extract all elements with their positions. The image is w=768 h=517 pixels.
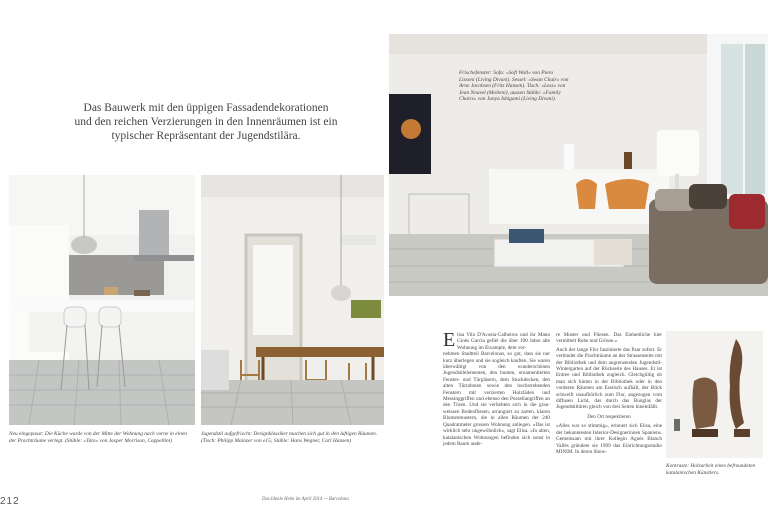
dining-illustration <box>201 175 384 425</box>
kitchen-photo <box>9 175 195 425</box>
article-column-1 <box>443 329 550 447</box>
article-paragraph: nehmen Stadtteil Barcelonas, so gut, dass sie nur kurz überlegen und sie sogleich kauften. Sie waren überwältigt von den wunderschönen Jugendstilelementen, den bunten, ornamentierten Fenster- und Türgläsern, dem Stuckdecken, den alten Türrahmen sowie den hochstrebenden Fenstern mit verzierten Holzläden und Messinggriffen und ebenso den Porzellangriffen an den Türen. Und sie verliebten sich in die grau-weissen Bodenfliesen, arrangiert zu zarten, klaren Blumenmustern, die in allen Räumen der 240 Quadratmeter grossen Wohnung anliegen. «Das ist wirklich sehr ungewöhnlich», sagt Elisa. «In alten, katalanischen Wohnungen befinden sich sonst in jedem Raum ande- <box>443 351 550 447</box>
article-paragraph: re Muster und Fliesen. Das Einheitliche hier vermittelt Ruhe und Grösse.» <box>556 332 662 345</box>
article-paragraph: lisa Vila D'Acosta-Calheiros und ihr Mann Ginés Garcia gefiel die über 100 Jahre alte Wohnung im Eixample, dem vor- <box>457 332 550 351</box>
pull-quote <box>56 101 356 143</box>
dining-photo <box>201 175 384 425</box>
sculpture-illustration <box>666 331 763 458</box>
page-footer: Das Ideale Heim im April 2014 — Barcelona <box>262 497 349 502</box>
dining-caption: Jugendstil aufgefrischt: Designklassiker machen sich gut in den luftigen Räumen. (Tisch: Philipp Mainzer von e15; Stühle: Hans Wegner, Carl Hansen) <box>201 431 378 444</box>
living-room-illustration <box>389 34 768 296</box>
pull-quote-line: typischer Repräsentant der Jugendstilära. <box>111 130 301 142</box>
living-room-caption: Frischefenster: Sofa: «Soft Wall» von Piero Lissoni (Living Divani). Sessel: «Swan Chair» von Arne Jacobsen (Fritz Hansen). Tisch: «Less» von Jean Nouvel (Molteni), aussen Stühle: «Family Chairs» von Junya Ishigami (Living Divani). <box>459 70 569 103</box>
sculpture-caption: Kontraste: Holzarbeit eines befreundeten katalanischen Künstlers. <box>666 463 756 476</box>
living-room-photo <box>389 34 768 296</box>
sculpture-photo <box>666 331 763 458</box>
kitchen-illustration <box>9 175 195 425</box>
pull-quote-line: und den reichen Verzierungen in den Innenräumen ist ein <box>74 116 338 128</box>
pull-quote-line: Das Bauwerk mit den üppigen Fassadendekorationen <box>83 102 329 114</box>
drop-cap: E <box>443 329 456 351</box>
article-paragraph: Auch der lange Flur faszinierte das Paar sofort. Er verbindet die Prachträume an der Strassenseite mit der Bibliothek und dem angrenzenden Jugendstil-Wintergarten auf der Rückseite des Hauses. Er ist Entree und Bibliothek zugleich. Gleichgültig ob man sich hinten in der Bibliothek oder in den vorderen Räumen am Esstisch aufhält, der Blick schweift unaufhörlich zum Flur, angezogen vom diffusen Licht, das durch das Bunglas der Jugendstiltüren gleich von drei Seiten hineinfällt. <box>556 346 662 411</box>
article-paragraph: «Alles war so stimmig», erinnert sich Elisa, eine der bekanntesten Interior-Designerinnen Spaniens. Gemeinsam mit ihrer Kollegin Agnès Blanch Vallès gründete sie 1999 das Einrichtungsstudio MINIM. In deren Show- <box>556 423 662 455</box>
article-subhead: Den Ort respektieren <box>587 413 631 420</box>
article-column-2 <box>556 332 662 455</box>
kitchen-caption: Neu eingepasst: Die Küche wurde von der Mitte der Wohnung nach vorne in einen der Prachträume verlegt. (Stühle: «Tato» von Jasper Morrison, Cappellini) <box>9 431 187 444</box>
page-number: 212 <box>0 496 20 507</box>
